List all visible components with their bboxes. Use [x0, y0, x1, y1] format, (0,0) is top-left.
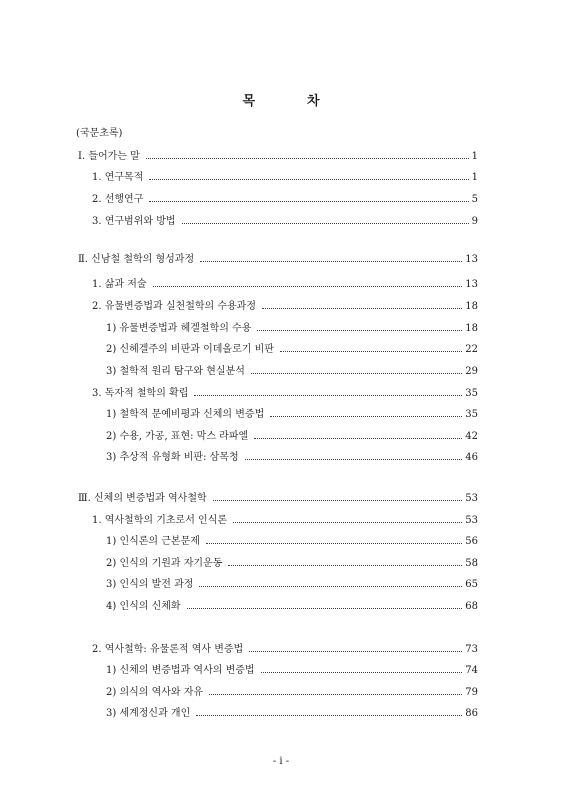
dot-leader [233, 521, 462, 523]
toc-entry-title: 연구목적 [104, 172, 144, 183]
dot-leader [262, 307, 462, 309]
toc-entry-page: 65 [465, 579, 478, 590]
toc-entry [106, 554, 478, 570]
toc-entry-page: 29 [465, 366, 478, 377]
toc-entry-page: 53 [465, 515, 478, 526]
toc-entry [106, 405, 478, 421]
toc-entry-label [106, 405, 270, 420]
toc-entry-page: 18 [465, 301, 478, 312]
dot-leader [245, 458, 463, 460]
toc-entry-number: Ⅱ. [78, 254, 88, 265]
toc-entry-page: 35 [465, 388, 478, 399]
toc-entry-number: 1) [106, 665, 117, 676]
toc-entry-number: 1. [92, 515, 102, 526]
dot-leader [254, 437, 462, 439]
toc-entry [106, 661, 478, 677]
toc-entry [92, 212, 478, 228]
title-char-1: 목 [242, 94, 255, 109]
toc-entry-number: Ⅲ. [78, 493, 91, 504]
toc-entry-label [106, 362, 251, 377]
toc-entry-label [92, 511, 233, 526]
toc-entry-number: 1. [92, 279, 102, 290]
toc-entry [106, 704, 478, 720]
toc-entry-title: 세계정신과 개인 [119, 708, 191, 719]
toc-entry-number: 3. [92, 216, 102, 227]
toc-entry [92, 511, 478, 527]
toc-entry [106, 427, 478, 443]
toc-entry-page: 53 [465, 493, 478, 504]
toc-entry-title: 유물변증법과 실천철학의 수용과정 [104, 301, 256, 312]
toc-entry-number: 2) [106, 687, 117, 698]
toc-entry-title: 추상적 유형화 비판: 삼목청 [119, 452, 239, 463]
toc-entry-page: 86 [465, 708, 478, 719]
toc-entry-page: 9 [471, 216, 478, 227]
toc-entry-title: 의식의 역사와 자유 [119, 687, 204, 698]
dot-leader [249, 650, 462, 652]
dot-leader [200, 260, 462, 262]
toc-entry-label [106, 575, 199, 590]
toc-entry-title: 신남철 철학의 형성과정 [91, 254, 195, 265]
toc-entry-page: 46 [465, 452, 478, 463]
page-title [0, 90, 562, 109]
toc-entry-page: 22 [465, 344, 478, 355]
toc-entry-label [106, 661, 261, 676]
dot-leader [280, 350, 462, 352]
toc-entry-label [106, 597, 187, 612]
toc-entry-number: 3) [106, 708, 117, 719]
toc-entry-title: 유물변증법과 헤겔철학의 수용 [119, 323, 252, 334]
toc-entry [92, 384, 478, 400]
toc-entry-title: 철학적 문예비평과 신체의 변증법 [119, 409, 265, 420]
toc-entry-title: 신헤겔주의 비판과 이데올로기 비판 [119, 344, 274, 355]
toc-entry-number: 2) [106, 558, 117, 569]
toc-entry-number: 4) [106, 601, 117, 612]
toc-entry [106, 362, 478, 378]
dot-leader [187, 607, 463, 609]
toc-entry-label [78, 250, 200, 265]
toc-entry-title: 독자적 철학의 확립 [104, 388, 189, 399]
toc-entry-number: 2) [106, 431, 117, 442]
toc-entry [78, 489, 478, 505]
toc-entry [92, 640, 478, 656]
toc-entry-number: 2. [92, 644, 102, 655]
toc-entry-page: 74 [465, 665, 478, 676]
toc-entry-number: 2) [106, 344, 117, 355]
toc-entry-number: 2. [92, 301, 102, 312]
toc-entry-number: 1. [92, 172, 102, 183]
dot-leader [194, 394, 462, 396]
toc-entry-label [106, 319, 257, 334]
toc-entry-label [106, 427, 254, 442]
toc-entry [106, 448, 478, 464]
dot-leader [196, 714, 462, 716]
toc-entry-number: Ⅰ. [78, 151, 86, 162]
toc-entry-title: 인식의 기원과 자기운동 [119, 558, 223, 569]
toc-entry [78, 147, 478, 163]
toc-entry-title: 들어가는 말 [88, 151, 140, 162]
toc-entry-number: 3) [106, 452, 117, 463]
toc-entry-label [106, 554, 228, 569]
title-char-2: 차 [307, 94, 320, 109]
dot-leader [213, 499, 463, 501]
toc-entry-title: 연구범위와 방법 [104, 216, 176, 227]
toc-entry-number: 1) [106, 536, 117, 547]
toc-entry-label [78, 147, 146, 162]
toc-entry-number: 3. [92, 388, 102, 399]
dot-leader [149, 178, 468, 180]
toc-entry-title: 인식의 신체화 [119, 601, 181, 612]
dot-leader [149, 200, 468, 202]
toc-entry-page: 58 [465, 558, 478, 569]
toc-entry-title: 신체의 변증법과 역사철학 [94, 493, 207, 504]
toc-entry-page: 42 [465, 431, 478, 442]
toc-entry-label [92, 297, 262, 312]
toc-entry-label [92, 640, 249, 655]
toc-entry-page: 35 [465, 409, 478, 420]
toc-entry-label [106, 532, 206, 547]
toc-entry-page: 73 [465, 644, 478, 655]
toc-entry-label [106, 704, 196, 719]
toc-entry-title: 신체의 변증법과 역사의 변증법 [119, 665, 255, 676]
toc-entry [106, 597, 478, 613]
toc-entry-page: 56 [465, 536, 478, 547]
dot-leader [257, 329, 462, 331]
toc-entry-title: 선행연구 [104, 194, 144, 205]
toc-entry-number: 3) [106, 579, 117, 590]
toc-entry-page: 13 [465, 254, 478, 265]
dot-leader [206, 542, 462, 544]
abstract-label: (국문초록) [76, 128, 123, 139]
toc-entry-title: 역사철학: 유물론적 역사 변증법 [104, 644, 244, 655]
dot-leader [153, 285, 463, 287]
toc-entry-page: 79 [465, 687, 478, 698]
toc-entry [106, 340, 478, 356]
toc-entry-title: 철학적 원리 탐구와 현실분석 [119, 366, 245, 377]
toc-entry-label [92, 275, 153, 290]
toc-entry-page: 68 [465, 601, 478, 612]
toc-entry-title: 인식의 발전 과정 [119, 579, 194, 590]
toc-entry [106, 575, 478, 591]
dot-leader [261, 671, 463, 673]
toc-entry [92, 297, 478, 313]
toc-entry-title: 역사철학의 기초로서 인식론 [104, 515, 228, 526]
toc-entry [92, 168, 478, 184]
toc-entry-page: 5 [471, 194, 478, 205]
page-number: - i - [272, 756, 290, 767]
toc-entry [106, 532, 478, 548]
dot-leader [228, 564, 462, 566]
toc-entry-page: 1 [471, 172, 478, 183]
toc-entry-number: 1) [106, 323, 117, 334]
toc-entry-title: 수용, 가공, 표현: 막스 라파엘 [119, 431, 249, 442]
toc-entry-label [92, 212, 182, 227]
toc-entry [78, 250, 478, 266]
toc-entry-page: 18 [465, 323, 478, 334]
dot-leader [270, 415, 462, 417]
toc-entry-label [92, 384, 194, 399]
toc-entry-number: 2. [92, 194, 102, 205]
dot-leader [182, 222, 469, 224]
toc-entry [106, 683, 478, 699]
toc-entry-label [106, 683, 209, 698]
toc-entry-label [106, 340, 280, 355]
toc-entry-label [92, 168, 149, 183]
dot-leader [209, 693, 462, 695]
toc-entry-number: 3) [106, 366, 117, 377]
toc-entry-label [78, 489, 213, 504]
toc-entry-page: 13 [465, 279, 478, 290]
toc-entry [92, 275, 478, 291]
dot-leader [199, 585, 462, 587]
toc-entry-page: 1 [471, 151, 478, 162]
toc-entry-label [92, 190, 149, 205]
toc-entry-title: 인식론의 근본문제 [119, 536, 200, 547]
toc-entry-label [106, 448, 245, 463]
toc-entry-title: 삶과 저술 [104, 279, 147, 290]
toc-entry [106, 319, 478, 335]
dot-leader [251, 372, 462, 374]
toc-entry [92, 190, 478, 206]
dot-leader [146, 157, 469, 159]
toc-entry-number: 1) [106, 409, 117, 420]
